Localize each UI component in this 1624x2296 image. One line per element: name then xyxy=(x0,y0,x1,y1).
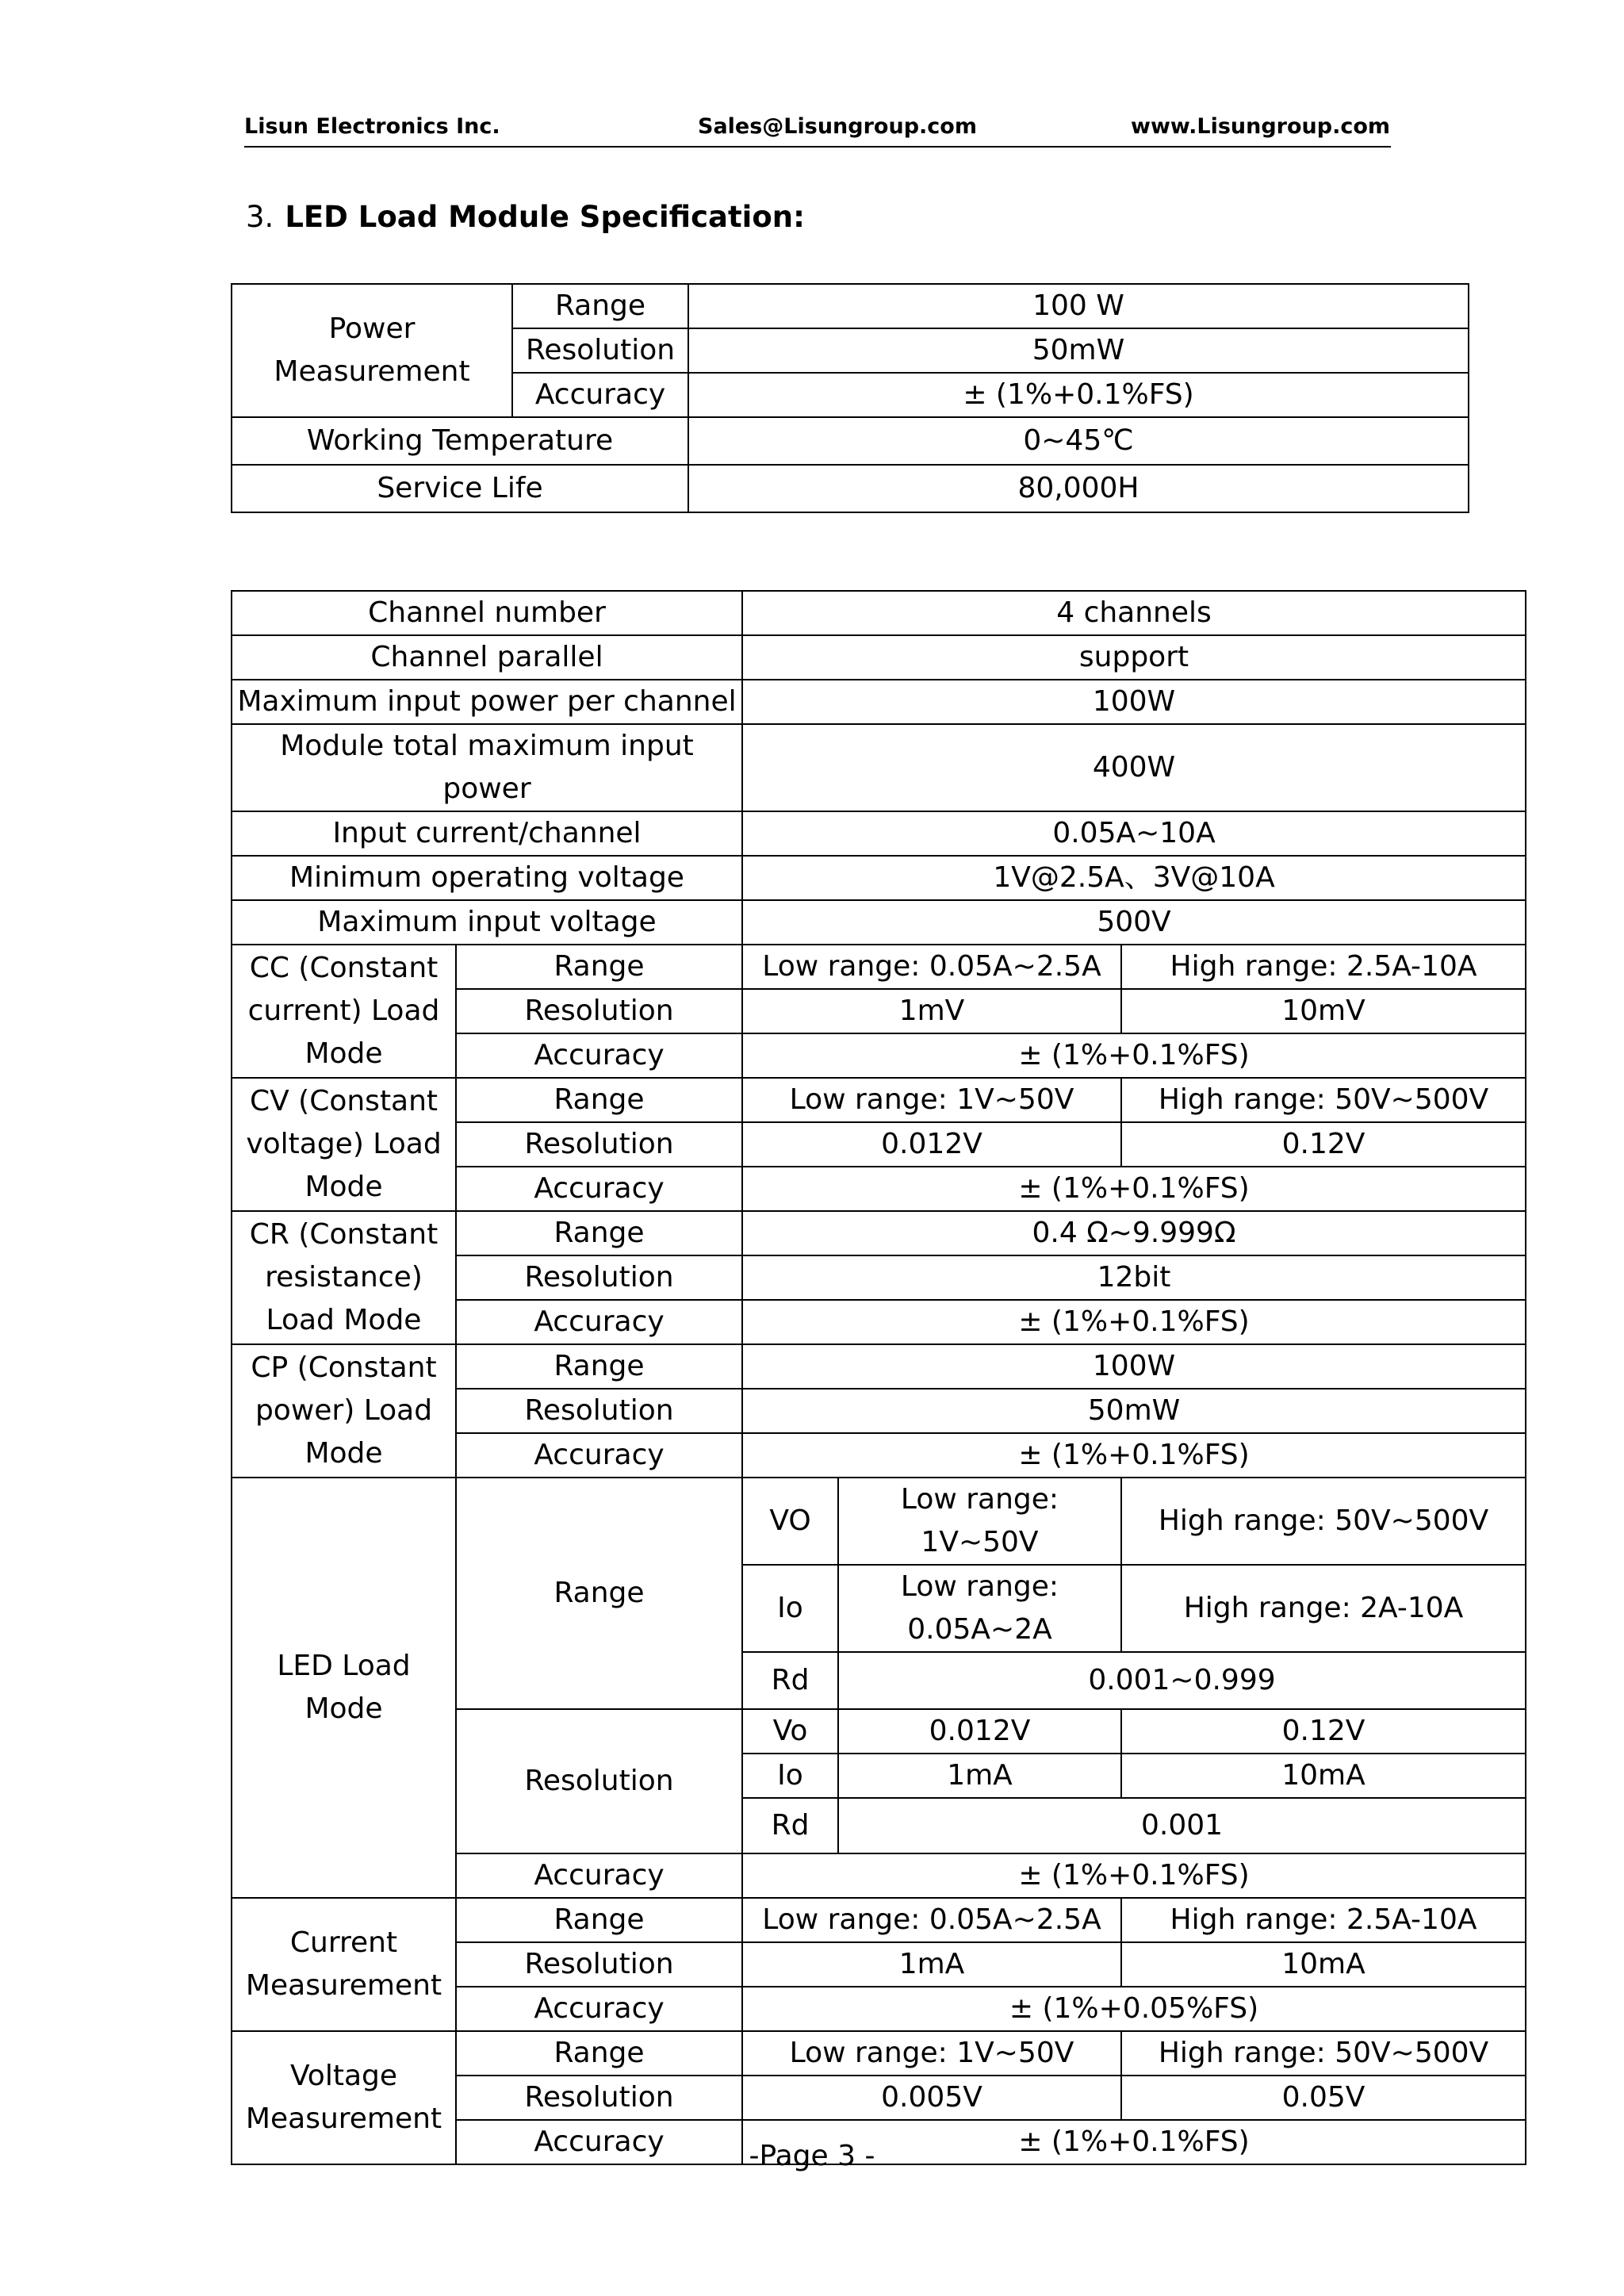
cc-res-low: 1mV xyxy=(742,989,1121,1033)
voltage-res-low: 0.005V xyxy=(742,2076,1121,2120)
voltage-measurement-label: Voltage Measurement xyxy=(232,2031,456,2164)
power-measurement-label: Power Measurement xyxy=(232,284,512,417)
service-life-label: Service Life xyxy=(232,465,688,512)
section-number: 3. xyxy=(246,200,274,234)
website-url: www.Lisungroup.com xyxy=(1131,114,1391,139)
led-vo-low: Low range: 1V~50V xyxy=(838,1478,1121,1565)
cr-resolution: 12bit xyxy=(742,1255,1526,1300)
general-value: 500V xyxy=(742,900,1526,945)
table-row xyxy=(232,591,1526,635)
accuracy-label: Accuracy xyxy=(456,2120,742,2164)
range-value: 100 W xyxy=(688,284,1469,328)
led-io-high: High range: 2A-10A xyxy=(1121,1565,1526,1652)
resolution-label: Resolution xyxy=(456,2076,742,2120)
accuracy-value: ± (1%+0.1%FS) xyxy=(688,373,1469,417)
resolution-label: Resolution xyxy=(456,1122,742,1167)
voltage-accuracy: ± (1%+0.1%FS) xyxy=(742,2120,1526,2164)
table-row xyxy=(232,465,1469,512)
cp-range: 100W xyxy=(742,1344,1526,1389)
resolution-label: Resolution xyxy=(456,1942,742,1987)
current-res-high: 10mA xyxy=(1121,1942,1526,1987)
cv-accuracy: ± (1%+0.1%FS) xyxy=(742,1167,1526,1211)
led-vo-label: VO xyxy=(742,1478,838,1565)
cc-range-low: Low range: 0.05A~2.5A xyxy=(742,945,1121,989)
table-row xyxy=(232,856,1526,900)
general-value: 400W xyxy=(742,724,1526,811)
table-row xyxy=(232,1078,1526,1122)
range-label: Range xyxy=(456,1344,742,1389)
range-label: Range xyxy=(456,1078,742,1122)
cv-mode-label: CV (Constant voltage) Load Mode xyxy=(232,1078,456,1211)
resolution-label: Resolution xyxy=(512,328,688,373)
voltage-res-high: 0.05V xyxy=(1121,2076,1526,2120)
range-label: Range xyxy=(456,1898,742,1942)
general-value: 4 channels xyxy=(742,591,1526,635)
led-res-rd-label: Rd xyxy=(742,1798,838,1853)
cr-range: 0.4 Ω~9.999Ω xyxy=(742,1211,1526,1255)
cr-mode-label: CR (Constant resistance) Load Mode xyxy=(232,1211,456,1344)
table-row xyxy=(232,900,1526,945)
table-row xyxy=(232,1898,1526,1942)
accuracy-label: Accuracy xyxy=(456,1167,742,1211)
working-temp-value: 0~45℃ xyxy=(688,417,1469,465)
table-row xyxy=(232,680,1526,724)
led-res-rd: 0.001 xyxy=(838,1798,1526,1853)
cr-accuracy: ± (1%+0.1%FS) xyxy=(742,1300,1526,1344)
cp-resolution: 50mW xyxy=(742,1389,1526,1433)
power-spec-table xyxy=(231,283,1469,513)
general-label: Channel number xyxy=(232,591,742,635)
general-label: Module total maximum input power xyxy=(232,724,742,811)
cv-range-high: High range: 50V~500V xyxy=(1121,1078,1526,1122)
general-label: Input current/channel xyxy=(232,811,742,856)
section-title xyxy=(246,200,805,234)
accuracy-label: Accuracy xyxy=(456,1433,742,1478)
led-vo-high: High range: 50V~500V xyxy=(1121,1478,1526,1565)
table-row xyxy=(232,635,1526,680)
table-row xyxy=(232,284,1469,328)
general-value: 0.05A~10A xyxy=(742,811,1526,856)
service-life-value: 80,000H xyxy=(688,465,1469,512)
cc-range-high: High range: 2.5A-10A xyxy=(1121,945,1526,989)
general-label: Channel parallel xyxy=(232,635,742,680)
table-row xyxy=(232,2031,1526,2076)
resolution-label: Resolution xyxy=(456,1709,742,1853)
led-accuracy: ± (1%+0.1%FS) xyxy=(742,1853,1526,1898)
table-row xyxy=(232,811,1526,856)
led-mode-label: LED Load Mode xyxy=(232,1478,456,1898)
cp-mode-label: CP (Constant power) Load Mode xyxy=(232,1344,456,1478)
table-row xyxy=(232,417,1469,465)
company-name: Lisun Electronics Inc. xyxy=(244,114,500,139)
current-measurement-label: Current Measurement xyxy=(232,1898,456,2031)
table-row xyxy=(232,1478,1526,1565)
range-label: Range xyxy=(456,1211,742,1255)
general-value: 100W xyxy=(742,680,1526,724)
table-row xyxy=(232,1211,1526,1255)
resolution-label: Resolution xyxy=(456,989,742,1033)
current-res-low: 1mA xyxy=(742,1942,1121,1987)
cc-mode-label: CC (Constant current) Load Mode xyxy=(232,945,456,1078)
accuracy-label: Accuracy xyxy=(456,1853,742,1898)
voltage-range-high: High range: 50V~500V xyxy=(1121,2031,1526,2076)
table-row xyxy=(232,724,1526,811)
general-value: 1V@2.5A、3V@10A xyxy=(742,856,1526,900)
voltage-range-low: Low range: 1V~50V xyxy=(742,2031,1121,2076)
led-io-label: Io xyxy=(742,1565,838,1652)
led-res-io-high: 10mA xyxy=(1121,1754,1526,1798)
range-label: Range xyxy=(512,284,688,328)
resolution-value: 50mW xyxy=(688,328,1469,373)
cp-accuracy: ± (1%+0.1%FS) xyxy=(742,1433,1526,1478)
general-label: Maximum input voltage xyxy=(232,900,742,945)
range-label: Range xyxy=(456,2031,742,2076)
resolution-label: Resolution xyxy=(456,1389,742,1433)
accuracy-label: Accuracy xyxy=(512,373,688,417)
accuracy-label: Accuracy xyxy=(456,1033,742,1078)
current-range-high: High range: 2.5A-10A xyxy=(1121,1898,1526,1942)
accuracy-label: Accuracy xyxy=(456,1987,742,2031)
table-row xyxy=(232,945,1526,989)
led-res-io-label: Io xyxy=(742,1754,838,1798)
led-rd-range: 0.001~0.999 xyxy=(838,1652,1526,1709)
load-spec-table xyxy=(231,590,1526,2165)
current-range-low: Low range: 0.05A~2.5A xyxy=(742,1898,1121,1942)
resolution-label: Resolution xyxy=(456,1255,742,1300)
range-label: Range xyxy=(456,1478,742,1709)
cc-res-high: 10mV xyxy=(1121,989,1526,1033)
table-row xyxy=(232,1344,1526,1389)
general-label: Maximum input power per channel xyxy=(232,680,742,724)
led-res-vo-low: 0.012V xyxy=(838,1709,1121,1754)
current-accuracy: ± (1%+0.05%FS) xyxy=(742,1987,1526,2031)
section-heading: LED Load Module Specification: xyxy=(285,200,805,234)
led-res-io-low: 1mA xyxy=(838,1754,1121,1798)
led-res-vo-label: Vo xyxy=(742,1709,838,1754)
page-number: -Page 3 - xyxy=(749,2140,875,2172)
page-header xyxy=(244,114,1391,148)
led-io-low: Low range: 0.05A~2A xyxy=(838,1565,1121,1652)
led-res-vo-high: 0.12V xyxy=(1121,1709,1526,1754)
working-temp-label: Working Temperature xyxy=(232,417,688,465)
sales-email: Sales@Lisungroup.com xyxy=(698,114,977,139)
range-label: Range xyxy=(456,945,742,989)
cv-res-low: 0.012V xyxy=(742,1122,1121,1167)
general-label: Minimum operating voltage xyxy=(232,856,742,900)
cv-res-high: 0.12V xyxy=(1121,1122,1526,1167)
cv-range-low: Low range: 1V~50V xyxy=(742,1078,1121,1122)
general-value: support xyxy=(742,635,1526,680)
accuracy-label: Accuracy xyxy=(456,1300,742,1344)
cc-accuracy: ± (1%+0.1%FS) xyxy=(742,1033,1526,1078)
led-rd-label: Rd xyxy=(742,1652,838,1709)
